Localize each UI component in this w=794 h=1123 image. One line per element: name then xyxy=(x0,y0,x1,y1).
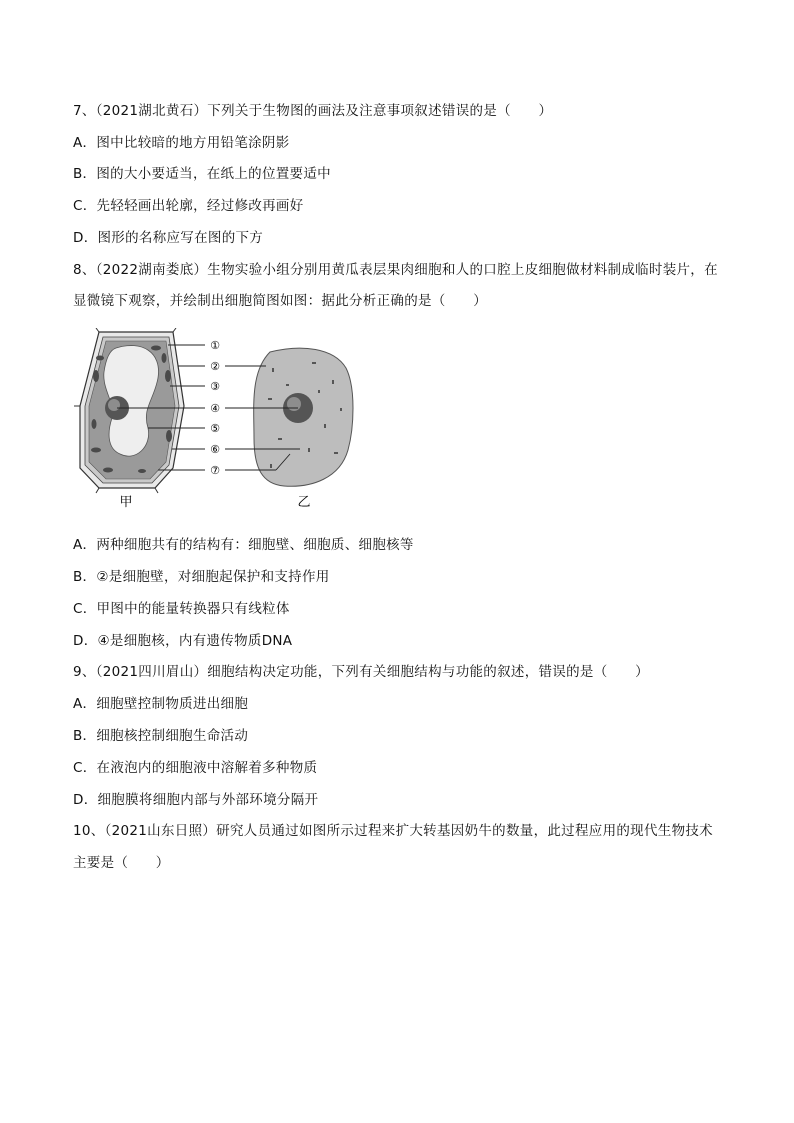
cell-a-caption: 甲 xyxy=(119,495,133,510)
label-2: ② xyxy=(210,360,220,373)
question-9-option-b: B．细胞核控制细胞生命活动 xyxy=(73,728,249,744)
cell-diagram xyxy=(72,328,362,518)
label-6: ⑥ xyxy=(210,443,220,456)
question-9-option-d: D．细胞膜将细胞内部与外部环境分隔开 xyxy=(73,792,319,808)
animal-cell xyxy=(254,348,353,486)
question-8-option-c: C．甲图中的能量转换器只有线粒体 xyxy=(73,601,290,617)
question-8-option-d: D．④是细胞核，内有遗传物质DNA xyxy=(73,633,293,649)
label-3: ③ xyxy=(210,380,220,393)
question-7-option-c: C．先轻轻画出轮廓，经过修改再画好 xyxy=(73,198,304,214)
label-4: ④ xyxy=(210,402,220,415)
question-8-stem-line-2: 显微镜下观察，并绘制出细胞简图如图：据此分析正确的是（ ） xyxy=(73,293,487,309)
plant-cell xyxy=(74,328,184,493)
label-7: ⑦ xyxy=(210,464,220,477)
figure-labels xyxy=(210,339,220,477)
question-7-stem: 7、（2021湖北黄石）下列关于生物图的画法及注意事项叙述错误的是（ ） xyxy=(73,103,553,119)
question-10-stem-line-1: 10、（2021山东日照）研究人员通过如图所示过程来扩大转基因奶牛的数量，此过程应用的现代生物技术 xyxy=(73,823,713,839)
question-10-stem-line-2: 主要是（ ） xyxy=(73,855,170,871)
label-5: ⑤ xyxy=(210,422,220,435)
question-8-option-b: B．②是细胞壁，对细胞起保护和支持作用 xyxy=(73,569,330,585)
question-9-option-a: A．细胞壁控制物质进出细胞 xyxy=(73,696,249,712)
cell-diagram-svg xyxy=(72,328,362,518)
question-7-option-b: B．图的大小要适当，在纸上的位置要适中 xyxy=(73,166,331,182)
question-7-option-a: A．图中比较暗的地方用铅笔涂阴影 xyxy=(73,135,290,151)
label-1: ① xyxy=(210,339,220,352)
question-8-option-a: A．两种细胞共有的结构有：细胞壁、细胞质、细胞核等 xyxy=(73,537,414,553)
question-9-stem: 9、（2021四川眉山）细胞结构决定功能，下列有关细胞结构与功能的叙述，错误的是（ ） xyxy=(73,664,649,680)
question-8-stem-line-1: 8、（2022湖南娄底）生物实验小组分别用黄瓜表层果肉细胞和人的口腔上皮细胞做材料制成临时装片，在 xyxy=(73,262,718,278)
cell-b-caption: 乙 xyxy=(297,495,311,510)
question-7-option-d: D．图形的名称应写在图的下方 xyxy=(73,230,264,246)
question-9-option-c: C．在液泡内的细胞液中溶解着多种物质 xyxy=(73,760,318,776)
